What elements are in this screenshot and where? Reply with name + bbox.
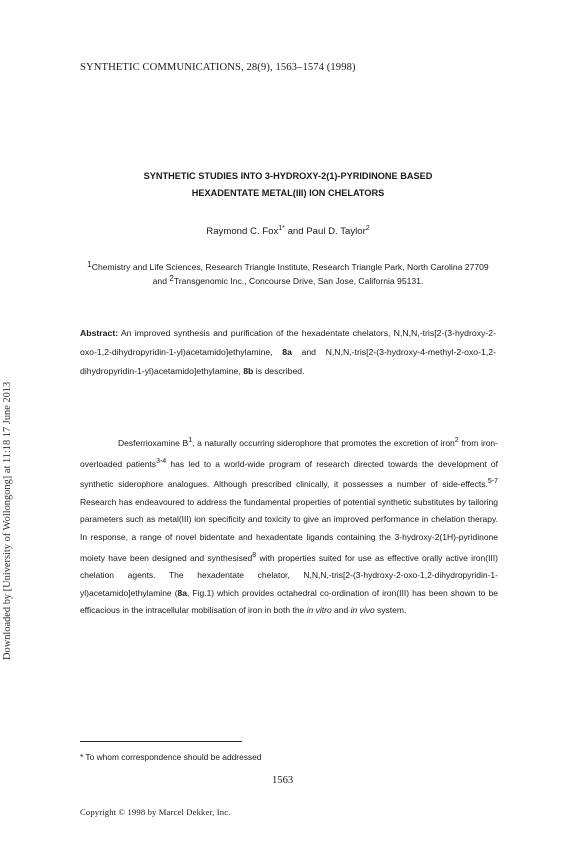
text-run: system. [374,605,407,616]
abstract-text: is described. [253,365,305,376]
text-run: from iron-overloaded patients [80,438,498,469]
text-run: has led to a world-wide program of research directed towards the development of synthetic siderophore analogues. Although prescribed clinically, it possesses a number of side-effects. [80,458,498,490]
italic-term: in vitro [306,605,332,616]
body-text [80,432,498,620]
text-run: and [331,605,351,616]
journal-header: SYNTHETIC COMMUNICATIONS, 28(9), 1563–1574 (1998) [80,62,356,73]
page-number: 1563 [272,775,294,786]
italic-term: in vivo [350,605,375,616]
text-run: Research has endeavoured to address the fundamental properties of potential synthetic substitutes by tailoring parameters such as metal(III) ion specificity and toxicity to give an improved performance in chelation therapy. In response, a range of novel bidentate and hexadentate ligands containing the 3-hydroxy-2(1H)-pyridinone moiety have been designed and synthesised [80,496,498,563]
download-stamp [0,0,20,864]
author-list [60,225,516,237]
article-title [60,168,516,202]
compound-8b: 8b [243,365,254,376]
abstract-label: Abstract: [80,328,119,338]
citation-3-4: 3-4 [156,457,167,465]
author-1: Raymond C. Fox [206,226,279,238]
footnote-rule [80,741,242,742]
affiliation-2-marker: 2 [169,274,174,284]
affiliations [80,259,496,288]
title-line-2: HEXADENTATE METAL(III) ION CHELATORS [191,188,385,198]
text-run: , Fig.1) which provides octahedral co-ordination of iron(III) has been shown to be efficacious in the intracellular mobilisation of iron in both the [80,587,498,616]
compound-8a: 8a [177,587,187,598]
text-run: with properties suited for use as effective orally active iron(III) chelation agents. The hexadentate chelator, N,N,N,-tris[2-(3-hydroxy-2-oxo-1,2-dihydropyridin-1-yl)acetamido]ethylamine ( [80,552,498,598]
author-connector: and [284,226,307,238]
download-stamp-text: Downloaded by [University of Wollongong] at 11:18 17 June 2013 [2,381,13,660]
compound-8a: 8a [282,346,292,357]
title-line-1: SYNTHETIC STUDIES INTO 3-HYDROXY-2(1)-PYRIDINONE BASED [143,171,433,181]
text-run: , a naturally occurring siderophore that promotes the excretion of iron [192,438,455,448]
paragraph [80,432,498,620]
affiliation-1-marker: 1 [87,260,92,269]
affiliation-2: Transgenomic Inc., Concourse Drive, San Jose, California 95131. [173,276,424,287]
citation-2: 2 [454,437,459,444]
citation-1: 1 [188,437,193,444]
text-run: Desferrioxamine B [118,438,189,448]
footnote: * To whom correspondence should be addressed [80,752,262,762]
abstract-text: An improved synthesis and purification of the hexadentate chelators, N,N,N,-tris[2-(3-hydroxy-2-oxo-1,2-dihydropyridin-1-yl)acetamido]ethylamine, [80,328,496,357]
author-2-marker: 2 [365,225,370,232]
author-2: Paul D. Taylor [306,226,366,238]
abstract [80,324,496,380]
copyright-notice: Copyright © 1998 by Marcel Dekker, Inc. [80,807,231,817]
author-1-marker: 1* [278,225,285,232]
abstract-text: and N,N,N,-tris[2-(3-hydroxy-4-methyl-2-oxo-1,2-dihydropyridin-1-yl)acetamido]ethylamine, [80,346,496,376]
citation-5-7: 5-7 [487,478,498,486]
affiliation-1: Chemistry and Life Sciences, Research Triangle Institute, Research Triangle Park, North Carolina 27709 and [91,262,489,287]
citation-8: 8 [252,551,257,559]
